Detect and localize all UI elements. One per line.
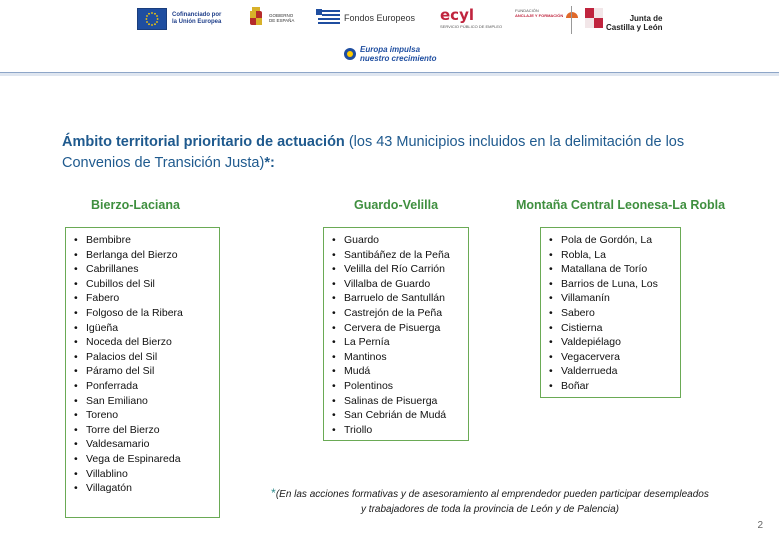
ecyl-logo <box>440 6 502 29</box>
list-item: • La Pernía <box>332 335 468 350</box>
list-item: • Cubillos del Sil <box>74 277 219 292</box>
municipality-list-bierzo <box>65 227 220 518</box>
eu-flag-icon <box>137 8 167 30</box>
coat-of-arms-icon <box>246 6 266 30</box>
list-item: • Pola de Gordón, La <box>549 233 680 248</box>
footnote-star: * <box>271 486 276 500</box>
impulsa-line1: Europa impulsa <box>360 45 421 54</box>
list-item: • Fabero <box>74 291 219 306</box>
footnote-text: (En las acciones formativas y de asesoramiento al emprendedor pueden participar desempleados y trabajadores de toda la provincia de León y de Palencia) <box>275 489 709 515</box>
gov-logo-line2: DE ESPAÑA <box>269 18 295 23</box>
fondos-label: Fondos Europeos <box>344 13 416 23</box>
sun-icon <box>565 8 579 18</box>
list-item: • Bembibre <box>74 233 219 248</box>
gobierno-espana-logo <box>246 6 294 30</box>
list-item: • Robla, La <box>549 248 680 263</box>
junta-shield-icon <box>585 8 603 28</box>
column-title-guardo: Guardo-Velilla <box>354 198 439 212</box>
list-item: • Villablino <box>74 467 219 482</box>
list-item: • Sabero <box>549 306 680 321</box>
list-item: • Triollo <box>332 423 468 438</box>
list-item: • Boñar <box>549 379 680 394</box>
column-title-bierzo: Bierzo-Laciana <box>91 198 180 212</box>
list-item: • San Emiliano <box>74 394 219 409</box>
list-item: • Berlanga del Bierzo <box>74 248 219 263</box>
logo-divider <box>571 6 572 34</box>
eu-cofinanced-logo <box>137 8 221 30</box>
junta-line1: Junta de <box>629 14 663 23</box>
fundacion-line1: FUNDACIÓN <box>515 8 539 13</box>
list-item: • Cervera de Pisuerga <box>332 321 468 336</box>
list-item: • Valderrueda <box>549 364 680 379</box>
fondos-stripes-icon <box>316 9 340 27</box>
list-item: • Vegacervera <box>549 350 680 365</box>
list-item: • Palacios del Sil <box>74 350 219 365</box>
list-item: • Vega de Espinareda <box>74 452 219 467</box>
list-item: • Guardo <box>332 233 468 248</box>
fondos-europeos-logo <box>316 9 415 27</box>
europa-impulsa-logo <box>343 45 436 63</box>
municipality-list-montana <box>540 227 681 398</box>
list-item: • Castrejón de la Peña <box>332 306 468 321</box>
eu-logo-line2: la Unión Europea <box>172 19 222 25</box>
list-item: • Páramo del Sil <box>74 364 219 379</box>
list-item: • Igüeña <box>74 321 219 336</box>
municipality-list-guardo <box>323 227 469 441</box>
list-item: • Santibáñez de la Peña <box>332 248 468 263</box>
page-number: 2 <box>757 520 763 531</box>
list-item: • Matallana de Torío <box>549 262 680 277</box>
ecyl-label: ecyl <box>440 6 474 24</box>
list-item: • Velilla del Río Carrión <box>332 262 468 277</box>
list-item: • Mantinos <box>332 350 468 365</box>
list-item: • San Cebrián de Mudá <box>332 408 468 423</box>
list-item: • Valdepiélago <box>549 335 680 350</box>
logo-bar <box>0 0 779 72</box>
list-item: • Villagatón <box>74 481 219 496</box>
list-item: • Cabrillanes <box>74 262 219 277</box>
list-item: • Villamanín <box>549 291 680 306</box>
impulsa-line2: nuestro crecimiento <box>360 54 437 63</box>
list-item: • Salinas de Pisuerga <box>332 394 468 409</box>
ecyl-sub-label: SERVICIO PÚBLICO DE EMPLEO <box>440 24 503 29</box>
list-item: • Barrios de Luna, Los <box>549 277 680 292</box>
section-heading <box>62 132 742 174</box>
list-item: • Cistierna <box>549 321 680 336</box>
list-item: • Mudá <box>332 364 468 379</box>
fundacion-line2: ANCLAJE Y FORMACIÓN <box>515 13 564 18</box>
list-item: • Noceda del Bierzo <box>74 335 219 350</box>
heading-normal: (los 43 Municipios incluidos en la delimitación de los Convenios de Transición Justa) <box>62 134 685 171</box>
junta-castilla-leon-logo <box>585 4 662 32</box>
footnote <box>270 486 710 517</box>
header-divider <box>0 72 779 76</box>
list-item: • Torre del Bierzo <box>74 423 219 438</box>
list-item: • Valdesamario <box>74 437 219 452</box>
list-bierzo <box>66 228 219 496</box>
list-montana <box>541 228 680 394</box>
gov-logo-line1: GOBIERNO <box>269 13 294 18</box>
impulsa-circle-icon <box>343 47 357 61</box>
list-item: • Barruelo de Santullán <box>332 291 468 306</box>
junta-line2: Castilla y León <box>606 23 663 32</box>
list-item: • Folgoso de la Ribera <box>74 306 219 321</box>
heading-star: *: <box>264 155 275 171</box>
list-item: • Ponferrada <box>74 379 219 394</box>
list-item: • Polentinos <box>332 379 468 394</box>
list-item: • Villalba de Guardo <box>332 277 468 292</box>
column-title-montana: Montaña Central Leonesa-La Robla <box>516 198 726 212</box>
list-guardo <box>324 228 468 437</box>
list-item: • Toreno <box>74 408 219 423</box>
eu-logo-line1: Cofinanciado por <box>172 12 222 18</box>
fundacion-logo <box>515 8 579 18</box>
heading-bold: Ámbito territorial prioritario de actuación <box>62 134 345 150</box>
